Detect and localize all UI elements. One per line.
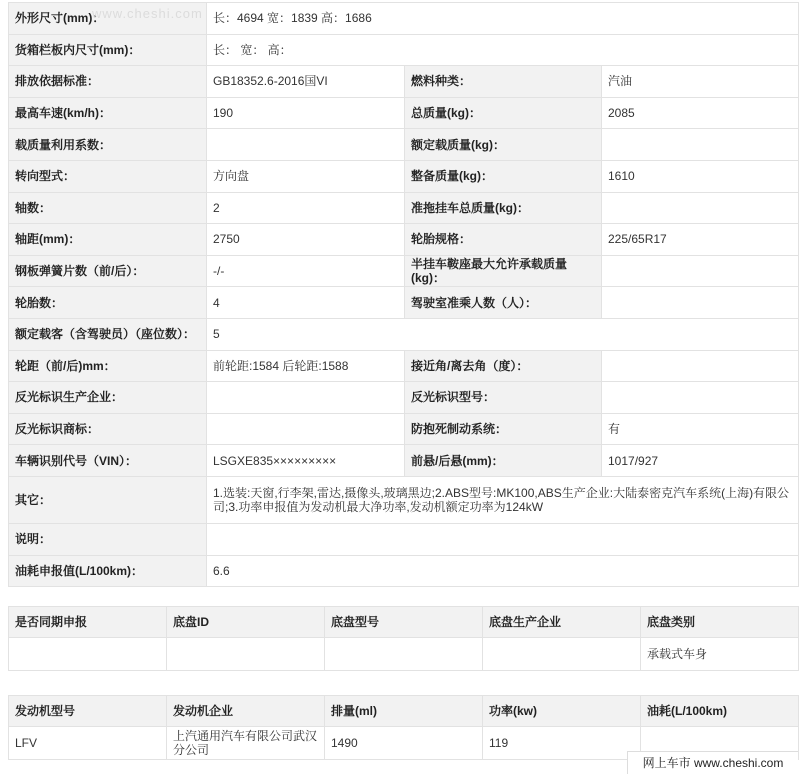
column-header: 油耗(L/100km) — [641, 696, 799, 727]
table-cell — [325, 638, 483, 671]
spec-value: 2 — [207, 192, 405, 224]
spec-value: -/- — [207, 255, 405, 287]
spec-row-cargo-box — [9, 34, 799, 66]
spec-key: 车辆识别代号（VIN）： — [9, 445, 207, 477]
spec-value: 225/65R17 — [602, 224, 799, 256]
spec-value: 2750 — [207, 224, 405, 256]
spec-key: 额定载客（含驾驶员）（座位数）： — [9, 318, 207, 350]
column-header: 排量(ml) — [325, 696, 483, 727]
spec-value: 1.选装:天窗,行李架,雷达,摄像头,玻璃黑边;2.ABS型号:MK100,ABS生产企业:大陆泰密克汽车系统(上海)有限公司;3.功率申报值为发动机最大净功率,发动机额定功率为124kW — [207, 476, 799, 523]
spec-key: 排放依据标准： — [9, 66, 207, 98]
spec-key: 驾驶室准乘人数（人）： — [405, 287, 602, 319]
spec-row — [9, 445, 799, 477]
spec-row — [9, 66, 799, 98]
engine-header-row — [9, 696, 799, 727]
table-row — [9, 638, 799, 671]
spec-key: 额定载质量(kg)： — [405, 129, 602, 161]
spec-key: 说明： — [9, 523, 207, 555]
column-header: 是否同期申报 — [9, 607, 167, 638]
spec-key: 钢板弹簧片数（前/后）： — [9, 255, 207, 287]
spec-value: 5 — [207, 318, 799, 350]
spec-key: 外形尺寸(mm)： — [9, 3, 207, 35]
spec-key: 接近角/离去角（度）： — [405, 350, 602, 382]
spec-key: 总质量(kg)： — [405, 97, 602, 129]
spec-key: 准拖挂车总质量(kg)： — [405, 192, 602, 224]
spec-key: 反光标识型号： — [405, 382, 602, 414]
spec-value — [207, 413, 405, 445]
spec-value: 4 — [207, 287, 405, 319]
spec-key: 整备质量(kg)： — [405, 160, 602, 192]
spec-value — [602, 287, 799, 319]
spec-row — [9, 129, 799, 161]
watermark-top: www.cheshi.com — [92, 6, 203, 21]
spec-key: 油耗申报值(L/100km)： — [9, 555, 207, 587]
spec-table — [8, 2, 799, 587]
spec-value: 前轮距:1584 后轮距:1588 — [207, 350, 405, 382]
spec-value — [207, 523, 799, 555]
column-header: 底盘ID — [167, 607, 325, 638]
spec-value: 长：4694 宽：1839 高：1686 — [207, 3, 799, 35]
spec-key: 最高车速(km/h)： — [9, 97, 207, 129]
spec-key: 轴数： — [9, 192, 207, 224]
column-header: 发动机企业 — [167, 696, 325, 727]
table-cell: LFV — [9, 727, 167, 760]
table-cell — [9, 638, 167, 671]
spec-value: 190 — [207, 97, 405, 129]
spec-row — [9, 287, 799, 319]
spec-row — [9, 97, 799, 129]
spec-value — [602, 350, 799, 382]
column-header: 底盘生产企业 — [483, 607, 641, 638]
spec-key: 轮胎数： — [9, 287, 207, 319]
spec-row — [9, 382, 799, 414]
chassis-header-row — [9, 607, 799, 638]
spec-row-seats — [9, 318, 799, 350]
spec-row-note — [9, 523, 799, 555]
spec-value: LSGXE835××××××××× — [207, 445, 405, 477]
spec-row — [9, 413, 799, 445]
table-cell: 上汽通用汽车有限公司武汉分公司 — [167, 727, 325, 760]
spec-value: 汽油 — [602, 66, 799, 98]
spec-value: 1610 — [602, 160, 799, 192]
chassis-table — [8, 606, 799, 671]
spec-key: 转向型式： — [9, 160, 207, 192]
spec-value: 方向盘 — [207, 160, 405, 192]
table-cell — [167, 638, 325, 671]
spec-value — [602, 255, 799, 287]
watermark-bottom: 网上车市 www.cheshi.com — [627, 751, 798, 774]
spec-value — [602, 382, 799, 414]
column-header: 底盘型号 — [325, 607, 483, 638]
spec-value — [602, 129, 799, 161]
table-cell: 1490 — [325, 727, 483, 760]
spec-value — [207, 382, 405, 414]
spec-row-fuel — [9, 555, 799, 587]
spec-value: 长： 宽： 高： — [207, 34, 799, 66]
table-cell: 119 — [483, 727, 641, 760]
spec-key: 载质量利用系数： — [9, 129, 207, 161]
spec-value — [602, 192, 799, 224]
spec-key: 反光标识商标： — [9, 413, 207, 445]
spec-row — [9, 350, 799, 382]
spec-key: 轮胎规格： — [405, 224, 602, 256]
spec-key: 半挂车鞍座最大允许承载质量(kg)： — [405, 255, 602, 287]
spec-key: 其它： — [9, 476, 207, 523]
spec-key: 防抱死制动系统： — [405, 413, 602, 445]
spec-key: 前悬/后悬(mm)： — [405, 445, 602, 477]
spec-key: 燃料种类： — [405, 66, 602, 98]
spec-key: 轴距(mm)： — [9, 224, 207, 256]
spec-value: 1017/927 — [602, 445, 799, 477]
column-header: 功率(kw) — [483, 696, 641, 727]
spec-row — [9, 160, 799, 192]
spec-value: 有 — [602, 413, 799, 445]
spec-value: 2085 — [602, 97, 799, 129]
table-cell — [483, 638, 641, 671]
table-cell: 承载式车身 — [641, 638, 799, 671]
spec-value: 6.6 — [207, 555, 799, 587]
spec-key: 轮距（前/后)mm： — [9, 350, 207, 382]
spec-row — [9, 255, 799, 287]
spec-row — [9, 192, 799, 224]
spec-key: 货箱栏板内尺寸(mm)： — [9, 34, 207, 66]
column-header: 底盘类别 — [641, 607, 799, 638]
spec-value — [207, 129, 405, 161]
spec-row — [9, 224, 799, 256]
column-header: 发动机型号 — [9, 696, 167, 727]
spec-value: GB18352.6-2016国VI — [207, 66, 405, 98]
spec-row-other — [9, 476, 799, 523]
spec-key: 反光标识生产企业： — [9, 382, 207, 414]
